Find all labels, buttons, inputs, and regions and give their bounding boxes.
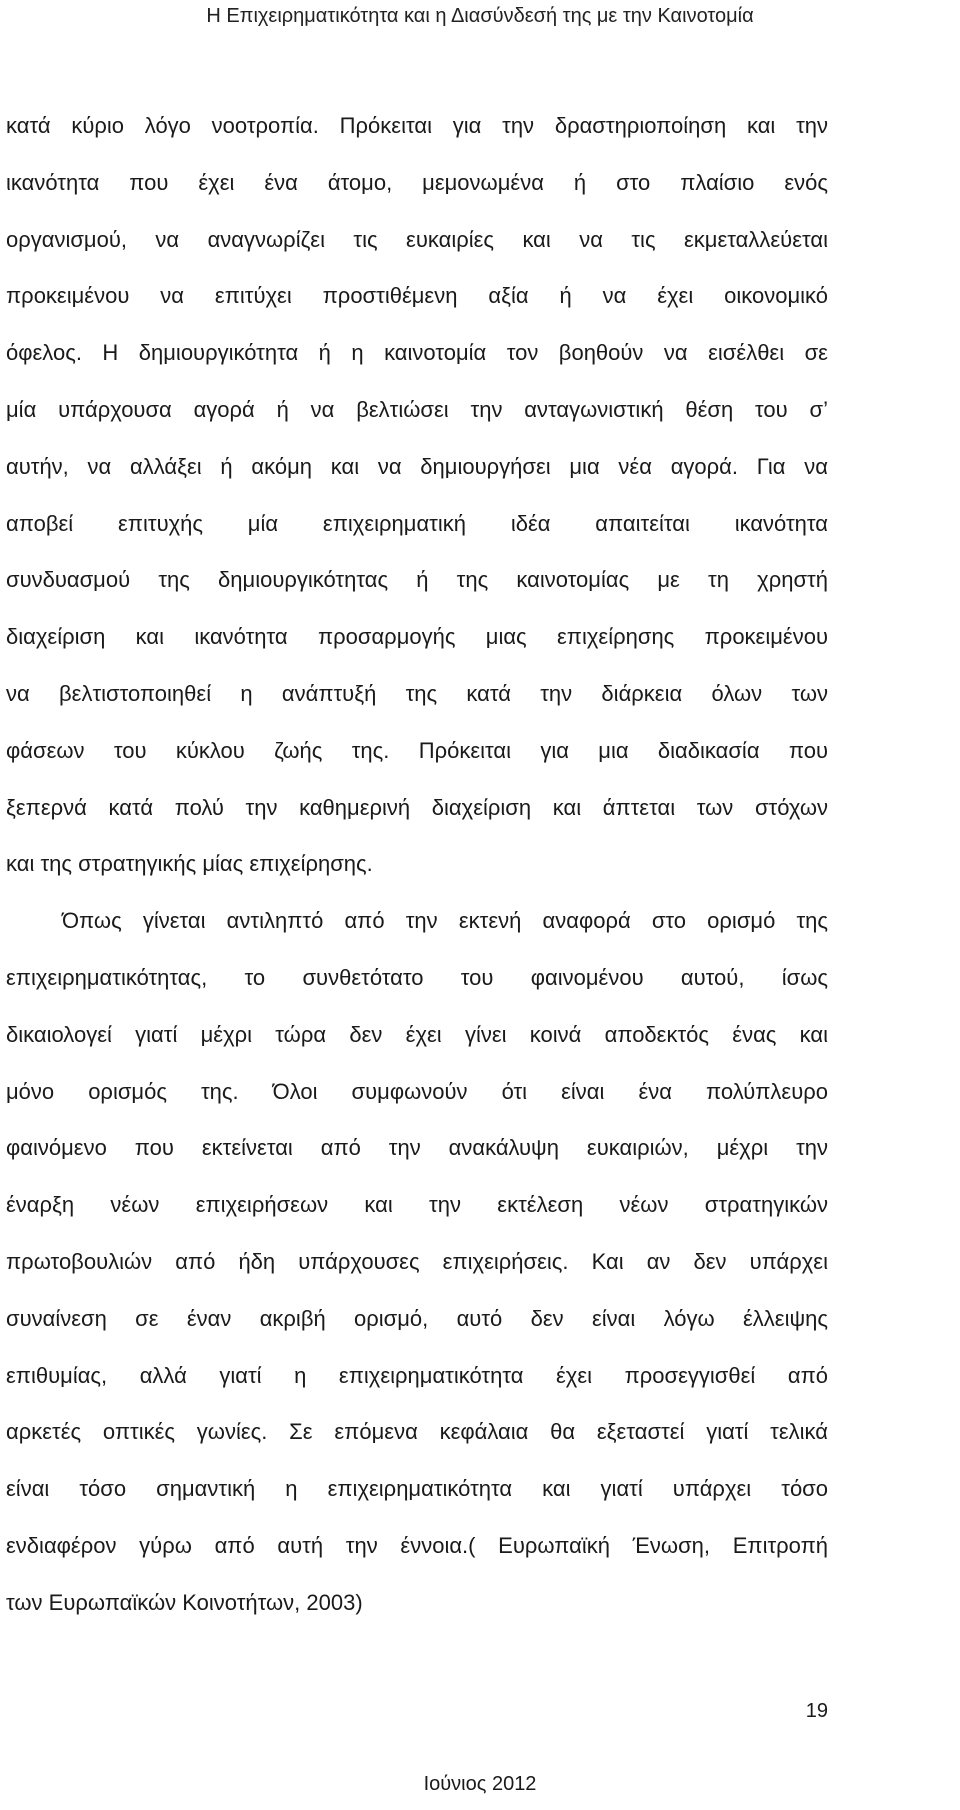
text-line: είναι τόσο σημαντική η επιχειρηματικότητα και γιατί υπάρχει τόσο <box>6 1476 828 1502</box>
text-line: οργανισμού, να αναγνωρίζει τις ευκαιρίες και να τις εκμεταλλεύεται <box>6 226 828 252</box>
page-number: 19 <box>805 1700 828 1722</box>
text-line: Όπως γίνεται αντιληπτό από την εκτενή αναφορά στο ορισμό της <box>62 908 828 934</box>
text-line: προκειμένου να επιτύχει προστιθέμενη αξία ή να έχει οικονομικό <box>6 283 828 309</box>
text-line: πρωτοβουλιών από ήδη υπάρχουσες επιχειρήσεις. Και αν δεν υπάρχει <box>6 1248 828 1274</box>
text-line: συναίνεση σε έναν ακριβή ορισμό, αυτό δεν είναι λόγω έλλειψης <box>6 1305 828 1331</box>
text-line: ενδιαφέρον γύρω από αυτή την έννοια.( Ευρωπαϊκή Ένωση, Επιτροπή <box>6 1532 828 1558</box>
text-line: να βελτιστοποιηθεί η ανάπτυξή της κατά την διάρκεια όλων των <box>6 680 828 706</box>
text-line: φαινόμενο που εκτείνεται από την ανακάλυψη ευκαιριών, μέχρι την <box>6 1135 828 1161</box>
footer-date: Ιούνιος 2012 <box>423 1773 537 1795</box>
text-line: όφελος. Η δημιουργικότητα ή η καινοτομία τον βοηθούν να εισέλθει σε <box>6 340 828 366</box>
text-line: διαχείριση και ικανότητα προσαρμογής μιας επιχείρησης προκειμένου <box>6 624 828 650</box>
running-header: Η Επιχειρηματικότητα και η Διασύνδεσή της με την Καινοτομία <box>206 5 754 27</box>
paragraph-2 <box>6 893 828 1631</box>
text-line: και της στρατηγικής μίας επιχείρησης. <box>6 851 373 877</box>
body-text <box>6 98 828 1632</box>
text-line: έναρξη νέων επιχειρήσεων και την εκτέλεση νέων στρατηγικών <box>6 1192 828 1218</box>
text-line: ξεπερνά κατά πολύ την καθημερινή διαχείριση και άπτεται των στόχων <box>6 794 828 820</box>
text-line: αυτήν, να αλλάξει ή ακόμη και να δημιουργήσει μια νέα αγορά. Για να <box>6 453 828 479</box>
text-line: επιχειρηματικότητας, το συνθετότατο του φαινομένου αυτού, ίσως <box>6 964 828 990</box>
text-line: ικανότητα που έχει ένα άτομο, μεμονωμένα ή στο πλαίσιο ενός <box>6 169 828 195</box>
text-line: αποβεί επιτυχής μία επιχειρηματική ιδέα απαιτείται ικανότητα <box>6 510 828 536</box>
text-line: μία υπάρχουσα αγορά ή να βελτιώσει την ανταγωνιστική θέση του σ’ <box>6 396 828 422</box>
text-line: κατά κύριο λόγο νοοτροπία. Πρόκειται για την δραστηριοποίηση και την <box>6 113 828 138</box>
text-line: επιθυμίας, αλλά γιατί η επιχειρηματικότητα έχει προσεγγισθεί από <box>6 1362 828 1388</box>
text-line: φάσεων του κύκλου ζωής της. Πρόκειται για μια διαδικασία που <box>6 737 828 763</box>
text-line: των Ευρωπαϊκών Κοινοτήτων, 2003) <box>6 1589 363 1615</box>
text-line: μόνο ορισμός της. Όλοι συμφωνούν ότι είναι ένα πολύπλευρο <box>6 1078 828 1104</box>
paragraph-1 <box>6 98 828 893</box>
text-line: συνδυασμού της δημιουργικότητας ή της καινοτομίας με τη χρηστή <box>6 567 828 593</box>
text-line: δικαιολογεί γιατί μέχρι τώρα δεν έχει γίνει κοινά αποδεκτός ένας και <box>6 1021 828 1047</box>
text-line: αρκετές οπτικές γωνίες. Σε επόμενα κεφάλαια θα εξεταστεί γιατί τελικά <box>6 1419 828 1445</box>
